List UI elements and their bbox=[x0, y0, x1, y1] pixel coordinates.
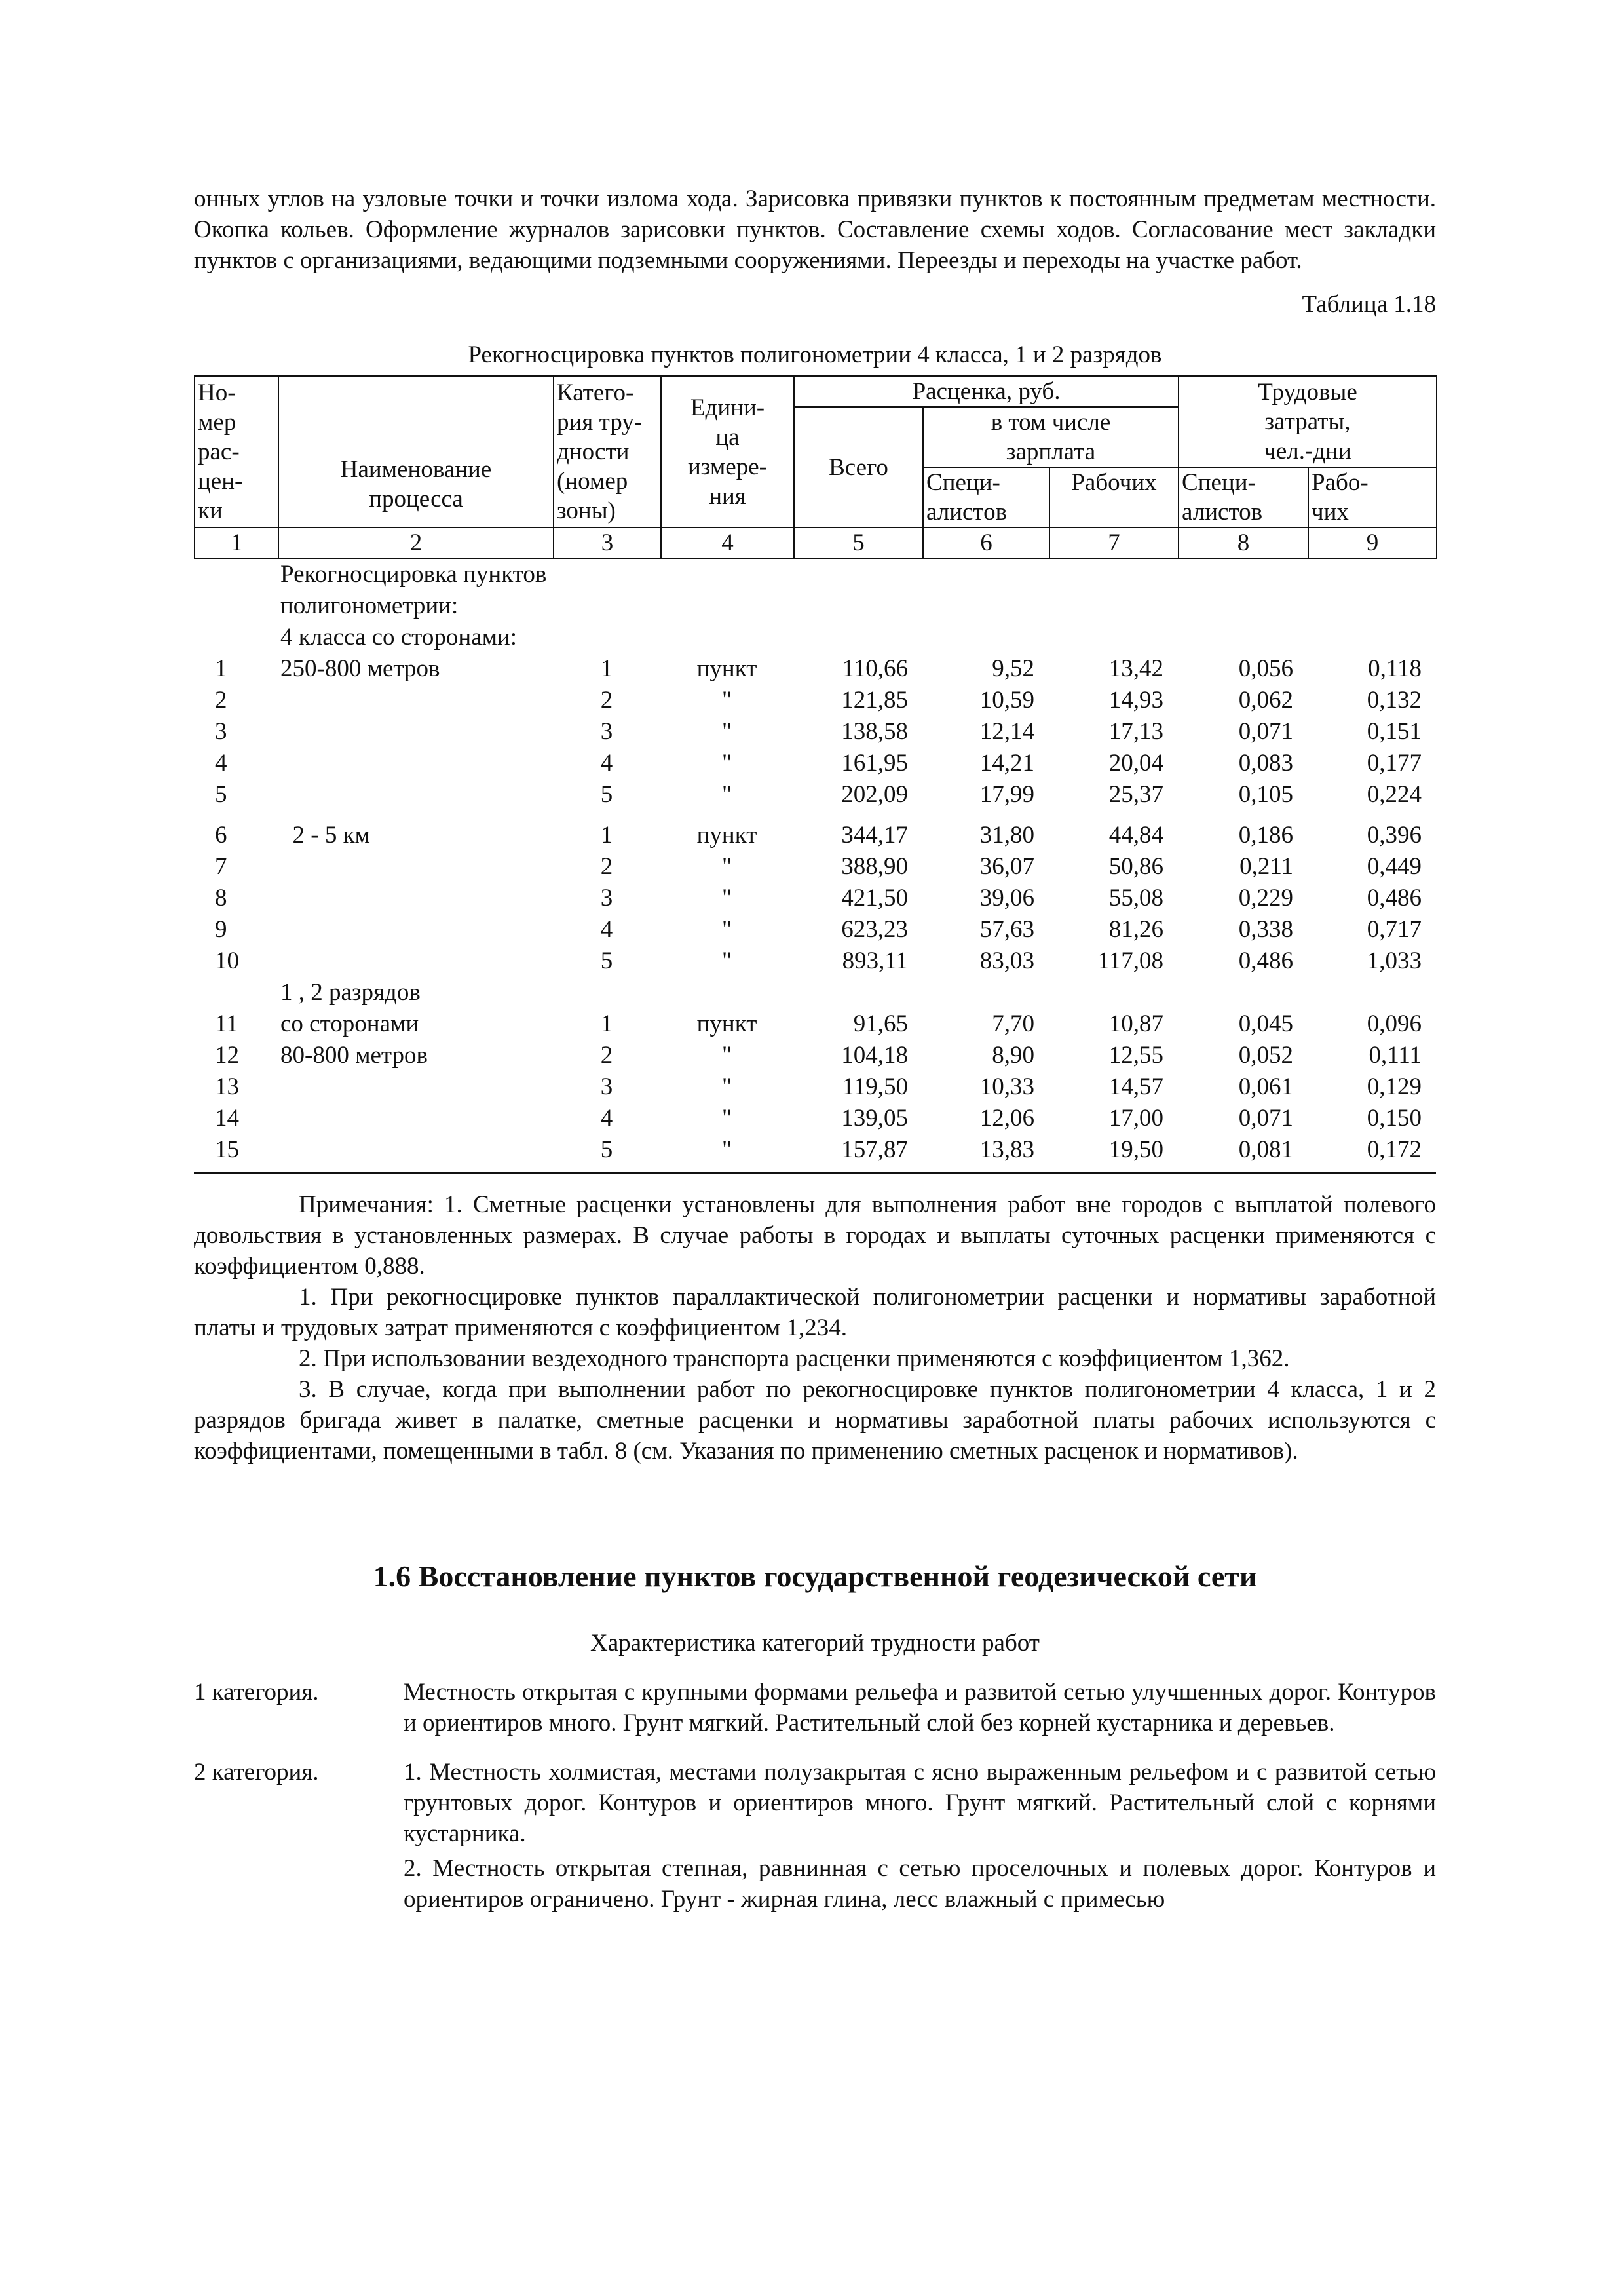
header-price: Расценка, руб. bbox=[794, 376, 1179, 407]
notes bbox=[194, 1189, 1436, 1466]
category-label: 1 категория. bbox=[194, 1679, 319, 1706]
row-number: 3 bbox=[215, 718, 227, 745]
row-category: 2 bbox=[600, 853, 613, 880]
row-empty bbox=[194, 559, 278, 590]
row-labor-spec: 0,062 bbox=[1238, 687, 1293, 714]
row-spec: 10,33 bbox=[979, 1073, 1034, 1100]
category-paragraph: Местность открытая с крупными формами рельефа и развитой сетью улучшенных дорог. Контуров и ориентиров много. Грунт мягкий. Растительный слой без корней кустарника и деревьев. bbox=[404, 1679, 1436, 1736]
row-name bbox=[278, 685, 553, 716]
row-empty bbox=[1308, 977, 1436, 1008]
row-labor-workers: 0,177 bbox=[1367, 750, 1422, 776]
group-title: 4 класса со сторонами: bbox=[280, 624, 518, 651]
row-empty bbox=[1049, 590, 1178, 622]
row-empty bbox=[922, 977, 1049, 1008]
table-row bbox=[194, 779, 1436, 811]
row-total: 119,50 bbox=[842, 1073, 908, 1100]
row-name bbox=[278, 1134, 553, 1166]
col-num-3: 3 bbox=[554, 527, 661, 558]
row-labor-workers: 0,132 bbox=[1367, 687, 1422, 714]
row-category: 1 bbox=[600, 822, 613, 849]
table-row bbox=[194, 685, 1436, 716]
col-num-1: 1 bbox=[195, 527, 278, 558]
note-3: 3. В случае, когда при выполнении работ по рекогносцировке пунктов полигонометрии 4 класса, 1 и 2 разрядов бригада живет в палатке, сметные расценки и нормативы заработной платы рабочих используются с коэффициентами, помещенными в табл. 8 (см. Указания по применению сметных расценок и нормативов). bbox=[194, 1376, 1436, 1464]
row-empty bbox=[553, 559, 660, 590]
row-number: 5 bbox=[215, 781, 227, 808]
row-labor-spec: 0,229 bbox=[1238, 885, 1293, 911]
row-name bbox=[278, 883, 553, 914]
row-labor-spec: 0,061 bbox=[1238, 1073, 1293, 1100]
subsection-title: Характеристика категорий трудности работ bbox=[590, 1630, 1040, 1656]
row-number: 12 bbox=[215, 1042, 239, 1069]
row-labor-workers: 0,449 bbox=[1367, 853, 1422, 880]
row-labor-workers: 0,111 bbox=[1369, 1042, 1422, 1069]
row-spec: 9,52 bbox=[992, 655, 1034, 682]
row-workers: 117,08 bbox=[1097, 947, 1163, 974]
row-unit: " bbox=[721, 853, 732, 880]
row-empty bbox=[660, 977, 793, 1008]
row-labor-spec: 0,083 bbox=[1238, 750, 1293, 776]
row-empty bbox=[922, 622, 1049, 653]
header-spec: Специ- алистов bbox=[923, 467, 1049, 527]
row-unit: " bbox=[721, 885, 732, 911]
row-empty bbox=[1049, 622, 1178, 653]
row-empty bbox=[553, 977, 660, 1008]
row-workers: 55,08 bbox=[1108, 885, 1163, 911]
row-unit: " bbox=[721, 1042, 732, 1069]
table-label: Таблица 1.18 bbox=[1302, 291, 1436, 318]
category-paragraph: 1. Местность холмистая, местами полузакрытая с ясно выраженным рельефом и с развитой сетью грунтовых дорог. Контуров и ориентиров много. Грунт мягкий. Растительный слой с корнями кустарника. bbox=[404, 1759, 1436, 1847]
row-spec: 83,03 bbox=[979, 947, 1034, 974]
row-spec: 14,21 bbox=[979, 750, 1034, 776]
row-name bbox=[278, 914, 553, 946]
row-name bbox=[278, 779, 553, 811]
row-category: 1 bbox=[600, 655, 613, 682]
row-spec: 8,90 bbox=[992, 1042, 1034, 1069]
row-empty bbox=[1049, 977, 1178, 1008]
row-number: 8 bbox=[215, 885, 227, 911]
category-paragraph: 2. Местность открытая степная, равнинная с сетью проселочных и полевых дорог. Контуров и ориентиров ограничено. Грунт - жирная глина, лесс влажный с примесью bbox=[404, 1855, 1436, 1913]
header-labor-workers: Рабо- чих bbox=[1308, 467, 1437, 527]
row-total: 110,66 bbox=[842, 655, 908, 682]
row-number: 1 bbox=[215, 655, 227, 682]
row-labor-workers: 0,151 bbox=[1367, 718, 1422, 745]
row-name bbox=[278, 1071, 553, 1103]
header-incl: в том числе зарплата bbox=[923, 407, 1179, 467]
row-unit: " bbox=[721, 947, 732, 974]
row-labor-workers: 0,717 bbox=[1367, 916, 1422, 943]
row-category: 4 bbox=[600, 916, 613, 943]
row-spec: 17,99 bbox=[979, 781, 1034, 808]
row-name bbox=[278, 748, 553, 779]
row-unit: пункт bbox=[696, 822, 757, 849]
row-name: 80-800 метров bbox=[280, 1042, 428, 1069]
row-category: 4 bbox=[600, 1105, 613, 1132]
note-0: Примечания: 1. Сметные расценки установлены для выполнения работ вне городов с выплатой полевого довольствия в установленных размерах. В случае работы в городах и выплаты суточных расценки применяются с коэффициентом 0,888. bbox=[194, 1191, 1436, 1280]
row-number: 11 bbox=[215, 1010, 238, 1037]
row-category: 3 bbox=[600, 1073, 613, 1100]
row-total: 91,65 bbox=[853, 1010, 908, 1037]
table-row bbox=[194, 883, 1436, 914]
row-empty bbox=[660, 559, 793, 590]
row-spec: 12,06 bbox=[979, 1105, 1034, 1132]
header-name: Наименование процесса bbox=[278, 376, 554, 527]
row-labor-spec: 0,186 bbox=[1238, 822, 1293, 849]
table-row bbox=[194, 1103, 1436, 1134]
row-empty bbox=[922, 590, 1049, 622]
row-labor-spec: 0,071 bbox=[1238, 718, 1293, 745]
col-num-6: 6 bbox=[923, 527, 1049, 558]
row-name: со сторонами bbox=[280, 1010, 419, 1037]
row-workers: 50,86 bbox=[1108, 853, 1163, 880]
row-unit: " bbox=[721, 718, 732, 745]
table-bottom-rule bbox=[194, 1172, 1436, 1174]
table-row bbox=[194, 851, 1436, 883]
col-num-8: 8 bbox=[1179, 527, 1308, 558]
row-empty bbox=[194, 590, 278, 622]
group-title-row bbox=[194, 622, 1436, 653]
note-2: 2. При использовании вездеходного транспорта расценки применяются с коэффициентом 1,362. bbox=[299, 1345, 1290, 1372]
row-workers: 25,37 bbox=[1108, 781, 1163, 808]
row-total: 139,05 bbox=[841, 1105, 908, 1132]
table-header bbox=[194, 375, 1437, 559]
row-labor-spec: 0,071 bbox=[1238, 1105, 1293, 1132]
row-labor-spec: 0,052 bbox=[1238, 1042, 1293, 1069]
row-labor-workers: 0,129 bbox=[1367, 1073, 1422, 1100]
category-text bbox=[404, 1677, 1436, 1738]
row-labor-spec: 0,045 bbox=[1238, 1010, 1293, 1037]
group-title-row bbox=[194, 559, 1436, 590]
group-title-row bbox=[194, 590, 1436, 622]
row-number: 6 bbox=[215, 822, 227, 849]
table-row bbox=[194, 748, 1436, 779]
row-name bbox=[278, 946, 553, 977]
row-spec: 7,70 bbox=[992, 1010, 1034, 1037]
group-title: Рекогносцировка пунктов bbox=[280, 561, 547, 588]
row-category: 5 bbox=[600, 947, 613, 974]
row-empty bbox=[660, 622, 793, 653]
group-title: 1 , 2 разрядов bbox=[280, 979, 421, 1006]
row-spec: 39,06 bbox=[979, 885, 1034, 911]
row-number: 14 bbox=[215, 1105, 239, 1132]
header-workers: Рабочих bbox=[1049, 467, 1179, 527]
header-unit: Едини- ца измере- ния bbox=[661, 376, 794, 527]
row-number: 10 bbox=[215, 947, 239, 974]
table-row bbox=[194, 1071, 1436, 1103]
col-num-9: 9 bbox=[1308, 527, 1437, 558]
header-category: Катего- рия тру- дности (номер зоны) bbox=[554, 376, 661, 527]
row-total: 138,58 bbox=[841, 718, 908, 745]
row-workers: 13,42 bbox=[1108, 655, 1163, 682]
row-number: 2 bbox=[215, 687, 227, 714]
row-empty bbox=[793, 559, 922, 590]
intro-paragraph: онных углов на узловые точки и точки излома хода. Зарисовка привязки пунктов к постоянным предметам местности. Окопка кольев. Оформление журналов зарисовки пунктов. Составление схемы ходов. Согласование мест закладки пунктов с организациями, ведающими подземными сооружениями. Переезды и переходы на участке работ. bbox=[194, 185, 1436, 274]
row-empty bbox=[1178, 559, 1308, 590]
row-name bbox=[278, 1103, 553, 1134]
row-total: 104,18 bbox=[841, 1042, 908, 1069]
row-empty bbox=[793, 590, 922, 622]
category-1 bbox=[194, 1677, 1436, 1738]
row-spec: 31,80 bbox=[979, 822, 1034, 849]
row-empty bbox=[1049, 559, 1178, 590]
row-name: 2 - 5 км bbox=[280, 822, 370, 849]
row-number: 15 bbox=[215, 1136, 239, 1163]
row-workers: 20,04 bbox=[1108, 750, 1163, 776]
row-spec: 57,63 bbox=[979, 916, 1034, 943]
table-row bbox=[194, 716, 1436, 748]
row-category: 1 bbox=[600, 1010, 613, 1037]
table-row bbox=[194, 914, 1436, 946]
category-text bbox=[404, 1757, 1436, 1915]
row-category: 5 bbox=[600, 1136, 613, 1163]
table-row bbox=[194, 1134, 1436, 1166]
row-category: 3 bbox=[600, 885, 613, 911]
row-labor-workers: 1,033 bbox=[1367, 947, 1422, 974]
row-name bbox=[278, 716, 553, 748]
row-empty bbox=[194, 977, 278, 1008]
row-unit: " bbox=[721, 1136, 732, 1163]
header-labor: Трудовые затраты, чел.-дни bbox=[1179, 376, 1437, 467]
row-unit: " bbox=[721, 781, 732, 808]
row-unit: пункт bbox=[696, 1010, 757, 1037]
col-num-5: 5 bbox=[794, 527, 923, 558]
row-unit: " bbox=[721, 750, 732, 776]
row-empty bbox=[1178, 590, 1308, 622]
row-empty bbox=[1308, 622, 1436, 653]
group-title-row bbox=[194, 977, 1436, 1008]
row-empty bbox=[553, 622, 660, 653]
col-num-2: 2 bbox=[278, 527, 554, 558]
row-labor-spec: 0,211 bbox=[1239, 853, 1293, 880]
row-empty bbox=[1308, 559, 1436, 590]
row-workers: 17,13 bbox=[1108, 718, 1163, 745]
col-num-7: 7 bbox=[1049, 527, 1179, 558]
row-labor-spec: 0,338 bbox=[1238, 916, 1293, 943]
row-empty bbox=[553, 590, 660, 622]
row-unit: " bbox=[721, 687, 732, 714]
row-spec: 13,83 bbox=[979, 1136, 1034, 1163]
row-workers: 17,00 bbox=[1108, 1105, 1163, 1132]
row-unit: пункт bbox=[696, 655, 757, 682]
table-body bbox=[194, 559, 1436, 1166]
col-num-4: 4 bbox=[661, 527, 794, 558]
row-number: 4 bbox=[215, 750, 227, 776]
row-category: 3 bbox=[600, 718, 613, 745]
row-empty bbox=[1178, 977, 1308, 1008]
table-row bbox=[194, 653, 1436, 685]
row-empty bbox=[194, 622, 278, 653]
row-name: 250-800 метров bbox=[280, 655, 440, 682]
row-workers: 14,57 bbox=[1108, 1073, 1163, 1100]
row-category: 4 bbox=[600, 750, 613, 776]
row-workers: 14,93 bbox=[1108, 687, 1163, 714]
row-category: 5 bbox=[600, 781, 613, 808]
row-labor-spec: 0,105 bbox=[1238, 781, 1293, 808]
row-name bbox=[278, 851, 553, 883]
row-category: 2 bbox=[600, 687, 613, 714]
row-workers: 12,55 bbox=[1108, 1042, 1163, 1069]
row-unit: " bbox=[721, 1105, 732, 1132]
row-workers: 19,50 bbox=[1108, 1136, 1163, 1163]
row-total: 121,85 bbox=[841, 687, 908, 714]
row-number: 9 bbox=[215, 916, 227, 943]
category-2 bbox=[194, 1757, 1436, 1915]
row-total: 161,95 bbox=[841, 750, 908, 776]
row-labor-workers: 0,396 bbox=[1367, 822, 1422, 849]
row-labor-workers: 0,118 bbox=[1368, 655, 1422, 682]
row-total: 157,87 bbox=[841, 1136, 908, 1163]
row-total: 344,17 bbox=[841, 822, 908, 849]
header-total: Всего bbox=[794, 407, 923, 527]
row-number: 7 bbox=[215, 853, 227, 880]
row-labor-workers: 0,172 bbox=[1367, 1136, 1422, 1163]
row-spec: 36,07 bbox=[979, 853, 1034, 880]
table-row bbox=[194, 946, 1436, 977]
section-title: 1.6 Восстановление пунктов государственной геодезической сети bbox=[373, 1559, 1257, 1593]
row-total: 421,50 bbox=[841, 885, 908, 911]
row-empty bbox=[793, 622, 922, 653]
document-page bbox=[194, 183, 1436, 1915]
header-num: Но- мер рас- цен- ки bbox=[195, 376, 278, 527]
row-total: 202,09 bbox=[841, 781, 908, 808]
table-title: Рекогносцировка пунктов полигонометрии 4 класса, 1 и 2 разрядов bbox=[468, 341, 1162, 368]
row-empty bbox=[660, 590, 793, 622]
row-spec: 12,14 bbox=[979, 718, 1034, 745]
row-unit: " bbox=[721, 916, 732, 943]
row-spec: 10,59 bbox=[979, 687, 1034, 714]
table-row bbox=[194, 1008, 1436, 1040]
row-total: 388,90 bbox=[841, 853, 908, 880]
row-number: 13 bbox=[215, 1073, 239, 1100]
row-workers: 44,84 bbox=[1108, 822, 1163, 849]
note-1: 1. При рекогносцировке пунктов параллактической полигонометрии расценки и нормативы заработной платы и трудовых затрат применяются с коэффициентом 1,234. bbox=[194, 1284, 1436, 1341]
group-title: полигонометрии: bbox=[280, 592, 459, 619]
row-labor-workers: 0,150 bbox=[1367, 1105, 1422, 1132]
row-unit: " bbox=[721, 1073, 732, 1100]
row-empty bbox=[793, 977, 922, 1008]
row-labor-workers: 0,486 bbox=[1367, 885, 1422, 911]
row-total: 893,11 bbox=[842, 947, 908, 974]
header-labor-spec: Специ- алистов bbox=[1179, 467, 1308, 527]
group-gap bbox=[194, 811, 1436, 820]
row-total: 623,23 bbox=[841, 916, 908, 943]
row-empty bbox=[922, 559, 1049, 590]
table-row bbox=[194, 820, 1436, 851]
row-labor-spec: 0,486 bbox=[1238, 947, 1293, 974]
category-label: 2 категория. bbox=[194, 1759, 319, 1786]
row-category: 2 bbox=[600, 1042, 613, 1069]
row-empty bbox=[1308, 590, 1436, 622]
row-empty bbox=[1178, 622, 1308, 653]
row-workers: 81,26 bbox=[1108, 916, 1163, 943]
row-workers: 10,87 bbox=[1108, 1010, 1163, 1037]
row-labor-workers: 0,224 bbox=[1367, 781, 1422, 808]
row-labor-workers: 0,096 bbox=[1367, 1010, 1422, 1037]
row-labor-spec: 0,081 bbox=[1238, 1136, 1293, 1163]
table-row bbox=[194, 1040, 1436, 1071]
row-labor-spec: 0,056 bbox=[1238, 655, 1293, 682]
